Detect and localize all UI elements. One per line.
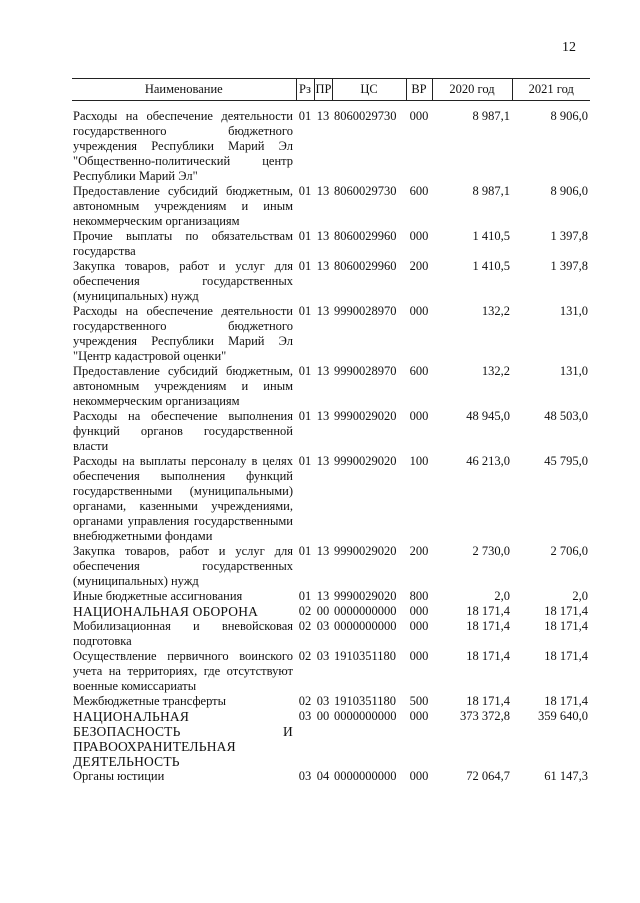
row-cs: 9990029020 [334, 454, 397, 468]
row-pr: 13 [316, 544, 330, 558]
row-rz: 01 [298, 109, 312, 123]
row-pr: 13 [316, 304, 330, 318]
row-amount-2021: 18 171,4 [544, 694, 588, 708]
row-pr: 13 [316, 454, 330, 468]
table-row [72, 454, 590, 544]
row-name: Прочие выплаты по обязательствам государства [73, 229, 293, 258]
row-amount-2021: 18 171,4 [544, 604, 588, 618]
table-row [72, 769, 590, 784]
row-amount-2021: 1 397,8 [550, 259, 588, 273]
row-vr: 000 [409, 409, 429, 423]
row-name: НАЦИОНАЛЬНАЯ ОБОРОНА [73, 604, 259, 619]
row-pr: 13 [316, 109, 330, 123]
row-name: Расходы на обеспечение деятельности государственного бюджетного учреждения Республики Марий Эл "Центр кадастровой оценки" [73, 304, 293, 363]
table-header [72, 79, 590, 101]
row-rz: 02 [298, 619, 312, 633]
row-amount-2020: 2,0 [494, 589, 510, 603]
row-name: Предоставление субсидий бюджетным, автономным учреждениям и иным некоммерческим организациям [73, 184, 293, 228]
row-amount-2020: 1 410,5 [472, 259, 510, 273]
row-pr: 04 [316, 769, 330, 783]
table-row [72, 364, 590, 409]
table-row [72, 544, 590, 589]
row-pr: 00 [316, 709, 330, 723]
row-vr: 000 [409, 109, 429, 123]
row-amount-2021: 48 503,0 [544, 409, 588, 423]
budget-table [72, 78, 590, 784]
row-amount-2020: 72 064,7 [466, 769, 510, 783]
row-name: Осуществление первичного воинского учета на территориях, где отсутствуют военные комиссариаты [73, 649, 293, 693]
row-amount-2021: 18 171,4 [544, 649, 588, 663]
row-name: Органы юстиции [73, 769, 165, 783]
row-name: Закупка товаров, работ и услуг для обеспечения государственных (муниципальных) нужд [73, 544, 293, 588]
row-rz: 01 [298, 259, 312, 273]
row-vr: 000 [409, 649, 429, 663]
row-amount-2020: 8 987,1 [472, 184, 510, 198]
row-pr: 03 [316, 619, 330, 633]
row-name: Закупка товаров, работ и услуг для обеспечения государственных (муниципальных) нужд [73, 259, 293, 303]
row-cs: 8060029730 [334, 109, 397, 123]
row-amount-2020: 18 171,4 [466, 604, 510, 618]
row-amount-2021: 2 706,0 [550, 544, 588, 558]
row-cs: 0000000000 [334, 769, 397, 783]
table-body [72, 101, 590, 785]
row-amount-2020: 46 213,0 [466, 454, 510, 468]
row-amount-2021: 1 397,8 [550, 229, 588, 243]
row-name: Расходы на выплаты персоналу в целях обеспечения выполнения функций государственными (муниципальными) органами, казенными учреждениями, органами управления государственными внебюджетными фондами [73, 454, 293, 543]
row-cs: 8060029730 [334, 184, 397, 198]
row-cs: 1910351180 [334, 694, 397, 708]
table-row [72, 649, 590, 694]
row-rz: 03 [298, 769, 312, 783]
row-cs: 9990029020 [334, 589, 397, 603]
row-vr: 000 [409, 604, 429, 618]
row-rz: 01 [298, 364, 312, 378]
row-cs: 8060029960 [334, 259, 397, 273]
row-amount-2021: 18 171,4 [544, 619, 588, 633]
row-cs: 0000000000 [334, 619, 397, 633]
row-cs: 9990028970 [334, 364, 397, 378]
row-rz: 02 [298, 604, 312, 618]
row-cs: 0000000000 [334, 709, 397, 723]
row-rz: 01 [298, 304, 312, 318]
row-vr: 600 [409, 364, 429, 378]
row-pr: 13 [316, 364, 330, 378]
table-row [72, 709, 590, 769]
row-pr: 03 [316, 694, 330, 708]
row-amount-2020: 132,2 [481, 304, 510, 318]
row-amount-2020: 1 410,5 [472, 229, 510, 243]
row-pr: 03 [316, 649, 330, 663]
row-vr: 100 [409, 454, 429, 468]
table-row [72, 604, 590, 619]
row-cs: 8060029960 [334, 229, 397, 243]
row-name: Мобилизационная и вневойсковая подготовка [73, 619, 293, 648]
row-amount-2020: 48 945,0 [466, 409, 510, 423]
row-name: Предоставление субсидий бюджетным, автономным учреждениям и иным некоммерческим организациям [73, 364, 293, 408]
row-amount-2020: 18 171,4 [466, 619, 510, 633]
header-pr: ПР [314, 79, 332, 101]
row-pr: 13 [316, 409, 330, 423]
row-vr: 800 [409, 589, 429, 603]
header-vr: ВР [406, 79, 432, 101]
table-row [72, 589, 590, 604]
row-vr: 600 [409, 184, 429, 198]
row-vr: 000 [409, 709, 429, 723]
row-cs: 9990029020 [334, 544, 397, 558]
row-cs: 1910351180 [334, 649, 397, 663]
row-pr: 00 [316, 604, 330, 618]
row-rz: 01 [298, 454, 312, 468]
header-year-2021: 2021 год [512, 79, 590, 101]
row-rz: 02 [298, 694, 312, 708]
row-rz: 01 [298, 229, 312, 243]
row-rz: 01 [298, 409, 312, 423]
row-vr: 000 [409, 769, 429, 783]
row-pr: 13 [316, 229, 330, 243]
row-amount-2021: 61 147,3 [544, 769, 588, 783]
row-amount-2021: 8 906,0 [550, 184, 588, 198]
table-row [72, 259, 590, 304]
row-vr: 000 [409, 304, 429, 318]
row-amount-2020: 18 171,4 [466, 694, 510, 708]
page-number: 12 [562, 40, 576, 55]
row-amount-2021: 131,0 [559, 304, 588, 318]
row-amount-2020: 8 987,1 [472, 109, 510, 123]
row-amount-2021: 131,0 [559, 364, 588, 378]
row-amount-2021: 45 795,0 [544, 454, 588, 468]
table-row [72, 619, 590, 649]
row-pr: 13 [316, 259, 330, 273]
row-name: Межбюджетные трансферты [73, 694, 227, 708]
row-vr: 000 [409, 619, 429, 633]
row-rz: 01 [298, 589, 312, 603]
row-rz: 01 [298, 544, 312, 558]
row-vr: 200 [409, 544, 429, 558]
row-amount-2020: 132,2 [481, 364, 510, 378]
row-amount-2021: 359 640,0 [538, 709, 588, 723]
header-cs: ЦС [332, 79, 406, 101]
row-vr: 000 [409, 229, 429, 243]
row-vr: 200 [409, 259, 429, 273]
row-cs: 0000000000 [334, 604, 397, 618]
table-row [72, 409, 590, 454]
row-pr: 13 [316, 184, 330, 198]
table-row [72, 229, 590, 259]
table-row [72, 184, 590, 229]
header-rz: Рз [296, 79, 314, 101]
row-name: НАЦИОНАЛЬНАЯ БЕЗОПАСНОСТЬ И ПРАВООХРАНИТЕЛЬНАЯ ДЕЯТЕЛЬНОСТЬ [73, 709, 293, 769]
row-amount-2021: 8 906,0 [550, 109, 588, 123]
header-name: Наименование [72, 79, 296, 101]
row-amount-2020: 18 171,4 [466, 649, 510, 663]
row-rz: 03 [298, 709, 312, 723]
row-amount-2020: 2 730,0 [472, 544, 510, 558]
header-year-2020: 2020 год [432, 79, 512, 101]
row-rz: 01 [298, 184, 312, 198]
row-pr: 13 [316, 589, 330, 603]
row-name: Расходы на обеспечение деятельности государственного бюджетного учреждения Республики Марий Эл "Общественно-политический центр Республики Марий Эл" [73, 109, 293, 183]
row-name: Иные бюджетные ассигнования [73, 589, 243, 603]
table-row [72, 694, 590, 709]
table-row [72, 101, 590, 185]
row-vr: 500 [409, 694, 429, 708]
table-row [72, 304, 590, 364]
row-cs: 9990029020 [334, 409, 397, 423]
row-amount-2021: 2,0 [572, 589, 588, 603]
row-amount-2020: 373 372,8 [460, 709, 510, 723]
row-rz: 02 [298, 649, 312, 663]
row-name: Расходы на обеспечение выполнения функций органов государственной власти [73, 409, 293, 453]
row-cs: 9990028970 [334, 304, 397, 318]
